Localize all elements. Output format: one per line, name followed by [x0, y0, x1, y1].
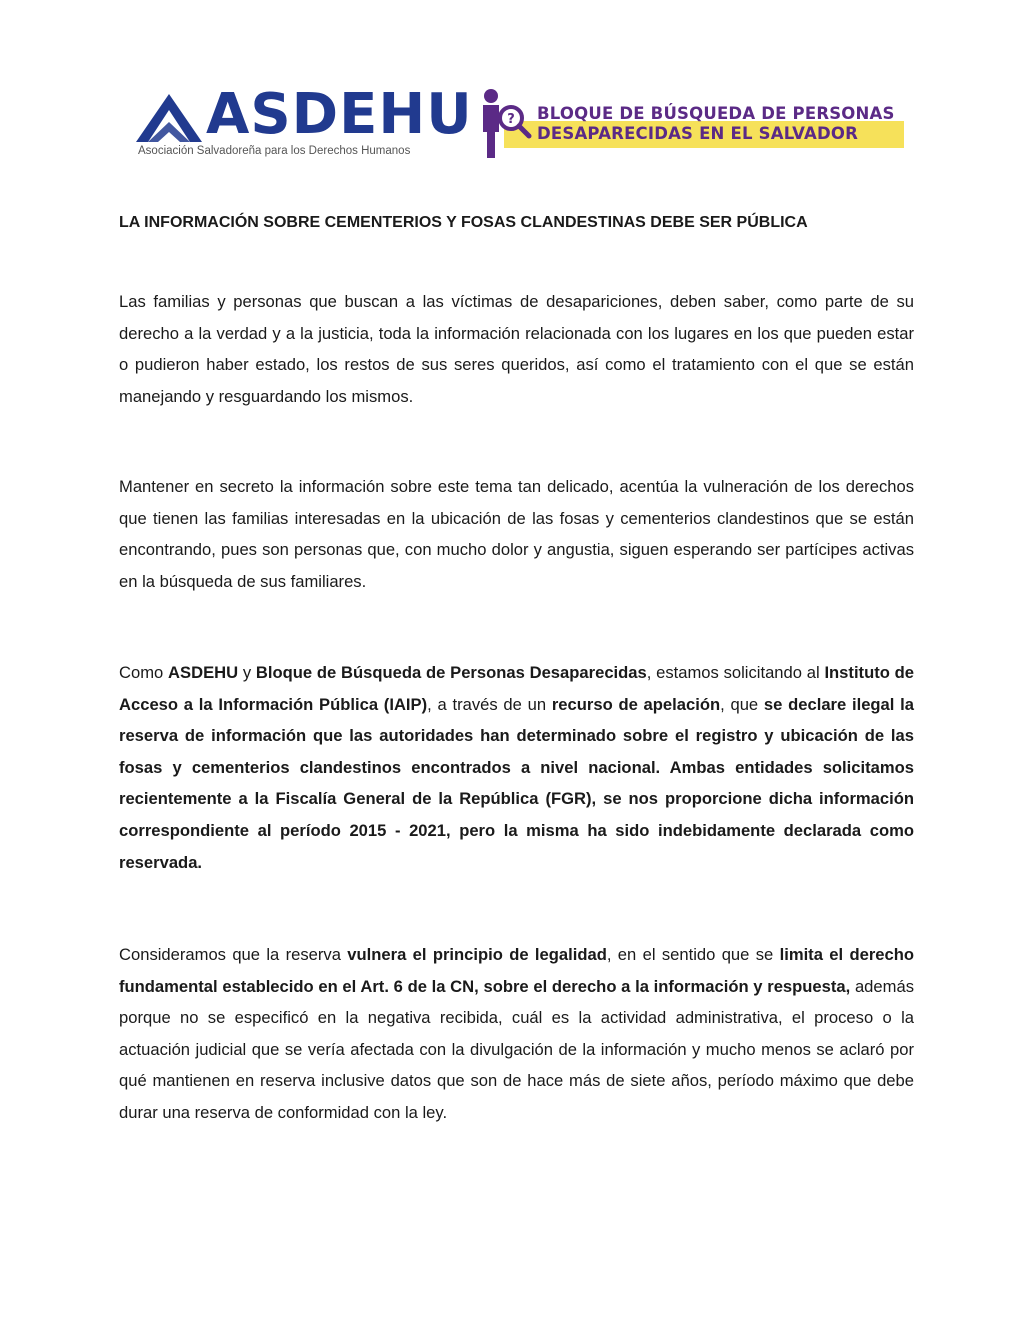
p3-text-5: , que [720, 694, 764, 714]
paragraph-4 [119, 939, 914, 1129]
p4-bold-legalidad: vulnera el principio de legalidad [347, 945, 607, 964]
bloque-title-line2: DESAPARECIDAS EN EL SALVADOR [537, 124, 858, 143]
p4-text-1: Consideramos que la reserva [119, 945, 348, 964]
p3-bold-recurso: recurso de apelación [551, 694, 721, 714]
p4-bold-derecho: limita el derecho fundamental establecido en el Art. 6 de la CN, sobre el derecho a la información y respuesta, [119, 945, 915, 996]
p4-text-3: además porque no se especificó en la negativa recibida, cuál es la actividad administrativa, el proceso o la actuación judicial que se vería afectada con la divulgación de la información y mucho menos se aclaró por qué mantienen en reserva inclusive datos que son de hace más de siete años, período máximo que debe durar una reserva de conformidad con la ley. [119, 976, 914, 1122]
p3-bold-bloque: Bloque de Búsqueda de Personas Desaparecidas [255, 663, 647, 682]
asdehu-logo [134, 82, 473, 162]
paragraph-1: Las familias y personas que buscan a las víctimas de desapariciones, deben saber, como parte de su derecho a la verdad y a la justicia, toda la información relacionada con los lugares en los que pueden estar o pudieron haber estado, los restos de sus seres queridos, así como el tratamiento con el que se están manejando y resguardando los mismos. [119, 292, 914, 406]
p3-bold-request: se declare ilegal la reserva de información que las autoridades han determinado sobre el registro y ubicación de las fosas y cementerios clandestinos encontrados a nivel nacional. Ambas entidades solicitamos recientemente a la Fiscalía General de la República (FGR), se nos proporcione dicha información correspondiente al período 2015 - 2021, pero la misma ha sido indebidamente declarada como reservada. [119, 694, 914, 872]
p3-text-3: , estamos solicitando al [646, 663, 825, 682]
p3-bold-iaip: Instituto de Acceso a la Información Pública (IAIP) [119, 663, 914, 714]
person-magnifier-icon [474, 88, 534, 160]
document-header [0, 0, 1024, 180]
p3-text-4: , a través de un [427, 694, 552, 714]
document-title: LA INFORMACIÓN SOBRE CEMENTERIOS Y FOSAS CLANDESTINAS DEBE SER PÚBLICA [119, 214, 808, 231]
p3-text-1: Como [119, 663, 169, 682]
asdehu-wordmark: ASDEHU [206, 82, 473, 147]
paragraph-3 [119, 657, 914, 878]
p3-text-2: y [238, 663, 256, 682]
bloque-logo [474, 88, 902, 160]
bloque-title-line1: BLOQUE DE BÚSQUEDA DE PERSONAS [537, 104, 895, 123]
p4-text-2: , en el sentido que se [606, 945, 780, 964]
asdehu-emblem-icon [134, 92, 204, 144]
svg-text:?: ? [507, 112, 515, 127]
paragraph-2: Mantener en secreto la información sobre este tema tan delicado, acentúa la vulneración de los derechos que tienen las familias interesadas en la ubicación de las fosas y cementerios clandestinos que se están encontrando, pues son personas que, con mucho dolor y angustia, siguen esperando ser partícipes activas en la búsqueda de sus familiares. [119, 477, 914, 591]
p3-bold-asdehu: ASDEHU [168, 663, 239, 682]
asdehu-subtitle: Asociación Salvadoreña para los Derechos Humanos [138, 145, 411, 157]
